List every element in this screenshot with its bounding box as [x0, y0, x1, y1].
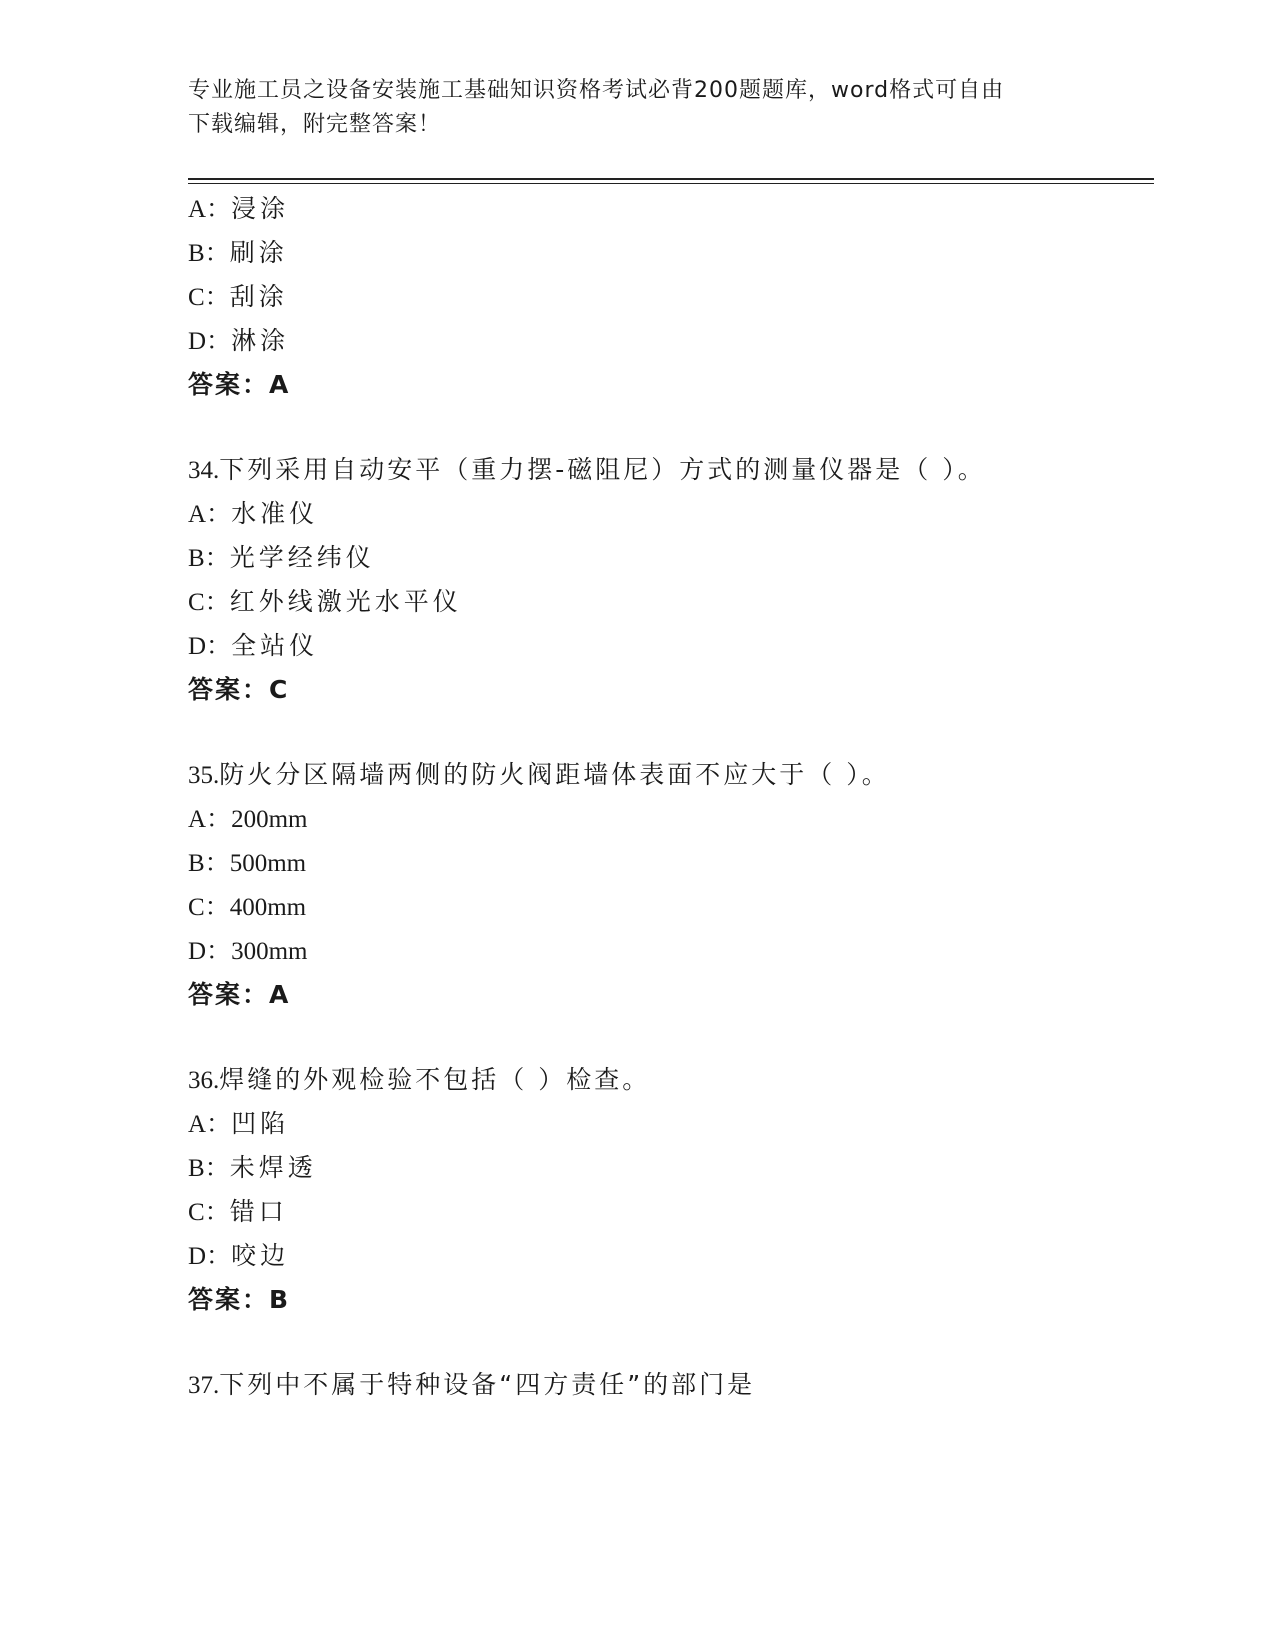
option-d: D：300mm: [188, 938, 308, 965]
header-line-2: 下载编辑，附完整答案！: [188, 112, 442, 137]
option-c: C：400mm: [188, 894, 307, 921]
option-d: D：淋涂: [188, 326, 290, 355]
option-b: B：刷涂: [188, 238, 288, 267]
option-a: A：凹陷: [188, 1109, 290, 1138]
option-a: A：水准仪: [188, 499, 319, 528]
answer-line: 答案：A: [188, 980, 291, 1009]
question-34: 34.下列采用自动安平（重力摆-磁阻尼）方式的测量仪器是（ ）。: [188, 455, 986, 484]
option-b: B：未焊透: [188, 1153, 317, 1182]
option-c: C：刮涂: [188, 282, 288, 311]
option-c: C：红外线激光水平仪: [188, 587, 462, 616]
answer-line: 答案：A: [188, 370, 291, 399]
question-35: 35.防火分区隔墙两侧的防火阀距墙体表面不应大于（ ）。: [188, 760, 890, 789]
option-a: A：浸涂: [188, 194, 290, 223]
option-d: D：全站仪: [188, 631, 319, 660]
header-rule-thin: [188, 183, 1154, 184]
answer-line: 答案：C: [188, 675, 290, 704]
option-d: D：咬边: [188, 1241, 290, 1270]
answer-line: 答案：B: [188, 1285, 291, 1314]
option-b: B：光学经纬仪: [188, 543, 375, 572]
document-header: [188, 74, 1088, 142]
option-a: A：200mm: [188, 806, 308, 833]
header-rule-thick: [188, 178, 1154, 180]
question-36: 36.焊缝的外观检验不包括（ ）检查。: [188, 1065, 651, 1094]
header-line-1: 专业施工员之设备安装施工基础知识资格考试必背200题题库，word格式可自由: [188, 78, 1005, 103]
option-b: B：500mm: [188, 850, 307, 877]
question-37: 37.下列中不属于特种设备“四方责任”的部门是: [188, 1370, 756, 1399]
option-c: C：错口: [188, 1197, 288, 1226]
